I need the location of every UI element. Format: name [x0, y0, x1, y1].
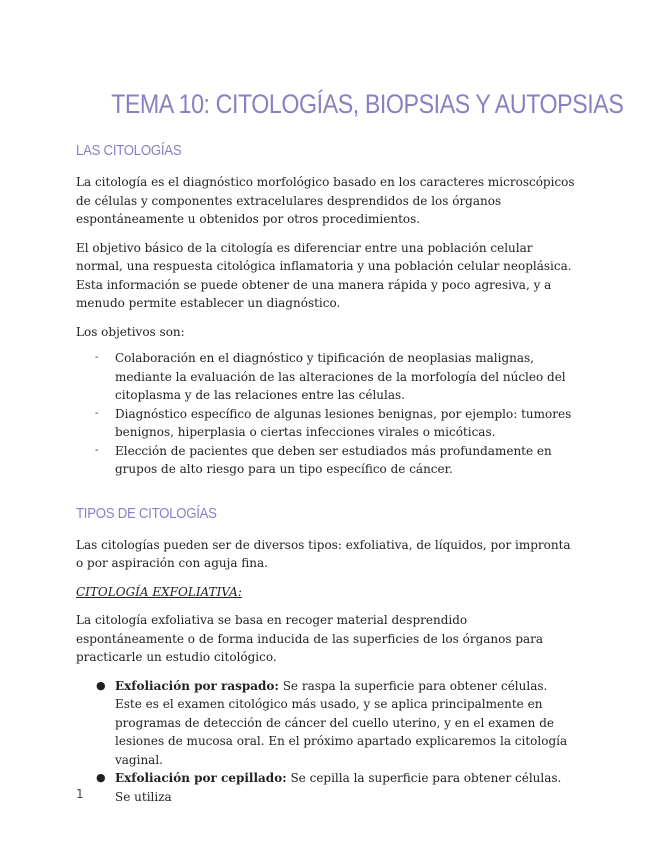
paragraph-objetivos-intro: Los objetivos son: — [76, 324, 185, 339]
paragraph-tipos-intro: Las citologías pueden ser de diversos tipos: exfoliativa, de líquidos, por impronta o por aspiración con aguja fina. — [76, 537, 571, 570]
list-item-term: Exfoliación por cepillado: — [115, 771, 287, 785]
list-item-text: Se cepilla la superficie para obtener células. Se utiliza — [115, 771, 562, 804]
document-title: TEMA 10: CITOLOGÍAS, BIOPSIAS Y AUTOPSIAS — [111, 89, 624, 119]
bullet-marker: ● — [96, 678, 106, 692]
list-item — [76, 769, 577, 806]
exfoliacion-list — [76, 677, 577, 807]
paragraph-exfoliativa: La citología exfoliativa se basa en recoger material desprendido espontáneamente o de forma inducida de las superficies de los órganos para practicarle un estudio citológico. — [76, 613, 544, 664]
list-item-term: Exfoliación por raspado: — [115, 678, 279, 693]
paragraph-objetivo-basico: El objetivo básico de la citología es diferenciar entre una población celular normal, una respuesta citológica inflamatoria y una población celular neoplásica. Esta información se puede obtener de una manera rápida y poco agresiva, y a menudo permite establecer un diagnóstico. — [76, 240, 572, 310]
dash-marker: - — [95, 444, 99, 456]
objetivos-list — [76, 349, 577, 479]
list-item-text: Colaboración en el diagnóstico y tipificación de neoplasias malignas, mediante la evaluación de las alteraciones de la morfología del núcleo del citoplasma y de las relaciones entre las células. — [115, 351, 566, 402]
list-item — [76, 349, 577, 405]
list-item-text: Elección de pacientes que deben ser estudiados más profundamente en grupos de alto riesgo para un tipo específico de cáncer. — [115, 443, 552, 476]
list-item — [76, 442, 577, 479]
section-heading-citologias: LAS CITOLOGÍAS — [76, 142, 182, 159]
dash-marker: - — [95, 352, 99, 363]
section-heading-tipos: TIPOS DE CITOLOGÍAS — [76, 504, 217, 522]
list-item-text: Se raspa la superficie para obtener células. Este es el examen citológico más usado, y se aplica principalmente en programas de detección de cáncer del cuello uterino, y en el examen de lesiones de mucosa oral. En el próximo apartado explicaremos la citología vaginal. — [115, 678, 568, 767]
list-item — [76, 677, 577, 770]
dash-marker: - — [95, 407, 99, 419]
page-number: 1 — [76, 787, 84, 801]
paragraph-definicion: La citología es el diagnóstico morfológico basado en los caracteres microscópicos de células y componentes extracelulares desprendidos de los órganos espontáneamente u obtenidos por otros procedimientos. — [76, 175, 575, 226]
bullet-marker: ● — [96, 771, 106, 784]
subheading-exfoliativa: CITOLOGÍA EXFOLIATIVA: — [76, 584, 242, 599]
list-item — [76, 405, 577, 442]
list-item-text: Diagnóstico específico de algunas lesiones benignas, por ejemplo: tumores benignos, hiperplasia o ciertas infecciones virales o micóticas. — [115, 406, 572, 439]
